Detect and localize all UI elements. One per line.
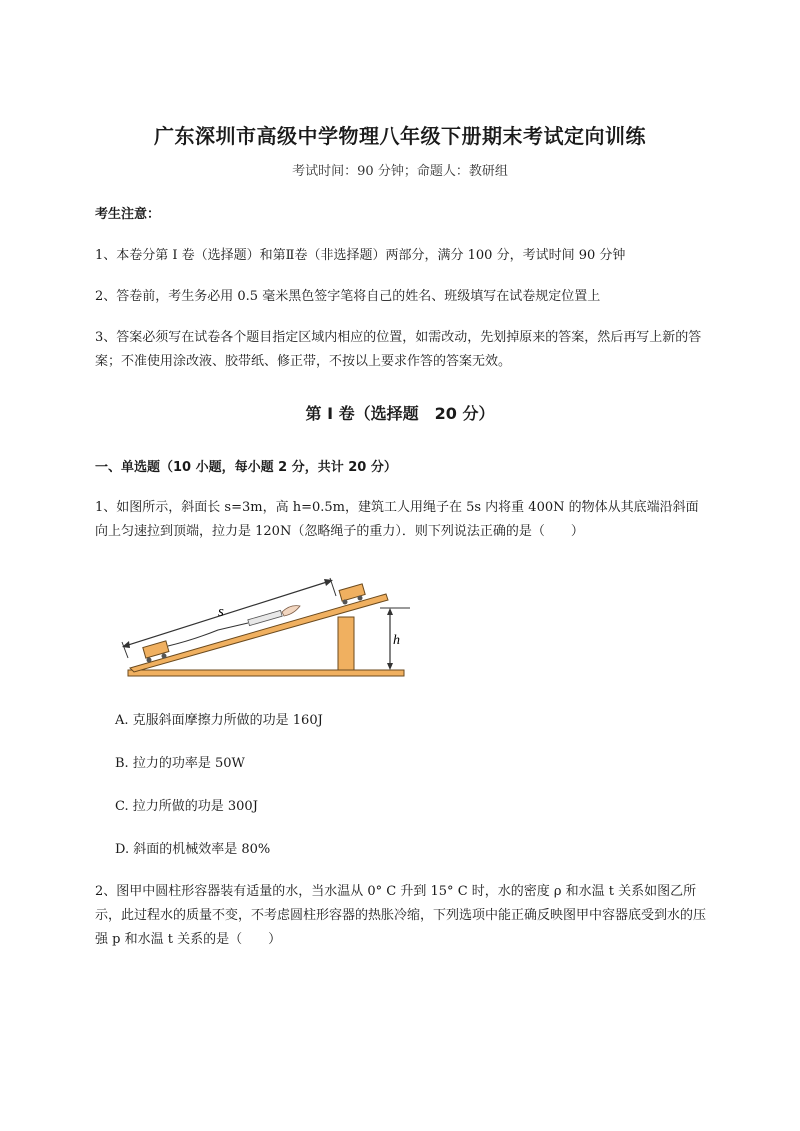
s-arrow-line bbox=[125, 581, 330, 646]
spring-scale bbox=[248, 610, 282, 625]
question-2-text: 2、图甲中圆柱形容器装有适量的水，当水温从 0° C 升到 15° C 时，水的密度 ρ 和水温 t 关系如图乙所示，此过程水的质量不变，不考虑圆柱形容器的热胀冷缩，下列选项中能正确反映图甲中容器底受到水的压强 p 和水温 t 关系的是（ ） bbox=[95, 884, 707, 947]
q1-option-c[interactable]: C. 拉力所做的功是 300J bbox=[115, 799, 258, 814]
q1-option-a[interactable]: A. 克服斜面摩擦力所做的功是 160J bbox=[115, 713, 323, 728]
s-label: s bbox=[218, 604, 224, 620]
q1-option-b[interactable]: B. 拉力的功率是 50W bbox=[115, 756, 245, 771]
notice-heading: 考生注意： bbox=[95, 207, 161, 222]
s-extension-right bbox=[330, 578, 336, 596]
part-title: 一、单选题（10 小题，每小题 2 分，共计 20 分） bbox=[95, 460, 397, 475]
notice-item-1: 1、本卷分第 I 卷（选择题）和第Ⅱ卷（非选择题）两部分，满分 100 分，考试时间 90 分钟 bbox=[95, 248, 626, 263]
h-arrow-top bbox=[387, 608, 393, 615]
exam-title: 广东深圳市高级中学物理八年级下册期末考试定向训练 bbox=[154, 124, 646, 148]
h-label: h bbox=[393, 633, 400, 648]
h-arrow-bottom bbox=[387, 663, 393, 670]
section-title: 第 I 卷（选择题 20 分） bbox=[305, 404, 495, 423]
q1-option-d[interactable]: D. 斜面的机械效率是 80% bbox=[115, 842, 271, 857]
support-post bbox=[338, 617, 354, 670]
ground-board bbox=[128, 670, 404, 676]
hand bbox=[282, 606, 300, 616]
question-1-text: 1、如图所示，斜面长 s=3m，高 h=0.5m，建筑工人用绳子在 5s 内将重 400N 的物体从其底端沿斜面向上匀速拉到顶端，拉力是 120N（忽略绳子的重力）．则下列说法正确的是（ ） bbox=[95, 500, 699, 539]
notice-item-3: 3、答案必须写在试卷各个题目指定区域内相应的位置，如需改动，先划掉原来的答案，然后再写上新的答案；不准使用涂改液、胶带纸、修正带，不按以上要求作答的答案无效。 bbox=[95, 330, 702, 369]
incline-figure bbox=[118, 570, 418, 682]
exam-subtitle: 考试时间：90 分钟；命题人：教研组 bbox=[292, 164, 508, 179]
notice-item-2: 2、答卷前，考生务必用 0.5 毫米黑色签字笔将自己的姓名、班级填写在试卷规定位置上 bbox=[95, 289, 601, 304]
